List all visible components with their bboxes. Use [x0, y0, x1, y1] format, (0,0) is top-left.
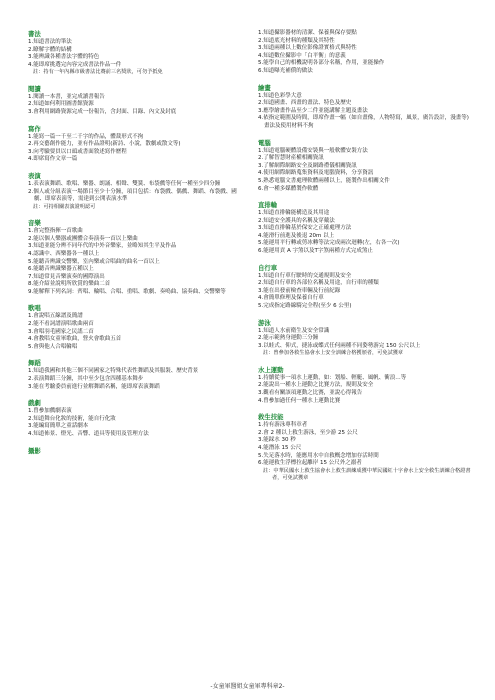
requirement-item: 5.熟悉電腦文書處理軟體兩種以上，能製作出相關文件 — [258, 177, 390, 184]
requirement-item: 6.能運用貢 A 字煞以及T字煞兩種方式完成煞止 — [258, 248, 373, 255]
requirement-item: 1.知道攝影器材的清潔、保養與保存要點 — [258, 30, 357, 36]
requirement-item: 4.知道數位攝影中「白平衡」的意義 — [258, 52, 346, 59]
requirement-item: 9.能解釋下列名詞：齊唱、輪唱、合唱、重唱、歌劇、奏鳴曲、協奏曲、交響樂等 — [28, 288, 226, 295]
requirement-item: 6.知道曝光補償的做法 — [258, 67, 313, 74]
requirement-item: 3.觀看有關該項運動之比賽，並說心得報告 — [258, 390, 363, 396]
section-title: 音樂 — [28, 219, 41, 228]
requirement-item: 6.能運救生浮標拉起離岸 15 公尺外之溺者 — [258, 460, 362, 467]
requirement-item: 3.會利用網路資源完成一份報告，含封面、目錄、內文及封底 — [28, 108, 177, 115]
requirement-item: 2.知道底光材料的種類及其特性 — [258, 37, 335, 44]
requirement-item: 2.會 2 種以上救生游泳，至少游 25 公尺 — [258, 429, 358, 436]
section-title: 直排輪 — [258, 201, 278, 210]
requirement-item: 4.能潛泳 15 公尺 — [258, 444, 302, 451]
badge-section — [28, 125, 243, 164]
section-title: 繪畫 — [258, 83, 271, 92]
badge-section — [28, 399, 243, 438]
requirement-item: 5.會與他人合唱輪唱 — [28, 343, 78, 350]
requirement-item: 5.能學自己的相機說明各部分名稱，作用，並能操作 — [258, 60, 385, 67]
badge-section — [258, 84, 473, 131]
requirement-item: 3.能編寫簡單之童話劇本 — [28, 423, 89, 430]
requirement-item: 4.使用網際網路蒐集資料及電腦資料，分享資訊 — [258, 170, 374, 177]
requirement-item: 1.知道書法的筆法 — [28, 39, 72, 45]
requirement-item: 2.瞭解字體的結構 — [28, 46, 72, 53]
requirement-item: 3.能在考驗委員前進行並解舞蹈名稱，能即席表演舞蹈 — [28, 383, 160, 390]
section-title: 救生技能 — [258, 413, 284, 422]
requirement-item: 1.能寫一篇一千至二千字的作品，體裁形式不拘 — [28, 133, 144, 140]
section-title: 戲劇 — [28, 399, 41, 408]
section-title: 閱讀 — [28, 84, 41, 93]
requirement-item: 4.能即席挑選完內容完成書法作品一件 — [28, 61, 122, 68]
badge-section — [28, 85, 243, 117]
requirement-item: 1.閱讀一本書，並完成讀書報告 — [28, 93, 105, 100]
requirement-item: 3.向考驗要員以口頭或書面敘述寫作歷程 — [28, 148, 127, 155]
requirement-item: 4.即席寫作文章一篇 — [28, 156, 78, 163]
requirement-item: 3.知道直排輪基於保安之正確處理方法 — [258, 225, 352, 232]
requirement-item: 3.知道並能分辨不同年代的中外音樂家，並略知其生平及作品 — [28, 243, 177, 250]
section-title: 表演 — [28, 171, 41, 180]
requirement-item: 2.能以個人樂器或團體合奏演奏一首以上樂曲 — [28, 235, 138, 242]
section-note: 註：持有一年內縣市級書法比賽前三名獎狀，可勿予抵免 — [33, 69, 163, 76]
requirement-item: 1.曾參加戲劇表演 — [28, 408, 72, 415]
section-title: 書法 — [28, 30, 41, 38]
requirement-item: 3.會唱羽毛國家之民謠二首 — [28, 328, 94, 335]
section-title: 水上運動 — [258, 365, 284, 374]
badge-section — [258, 366, 473, 405]
section-title: 電腦 — [258, 138, 271, 147]
requirement-item: 5.完成指定路線騎完全程(至少 6 公里) — [258, 303, 352, 310]
requirement-item: 1.知道我國和其他三個不同國家之特殊代表性舞蹈及其服裝、歷史背景 — [28, 368, 199, 375]
badge-section — [258, 139, 473, 194]
badge-section — [28, 219, 243, 296]
section-note: 註：中華民國水上救生協會水上救生訓練成獲中華民國紅十字會水上安全救生訓練合格證書者，可免試獲章 — [263, 467, 471, 482]
badge-section — [258, 30, 473, 76]
section-title: 自行車 — [258, 263, 278, 272]
requirement-item: 5.能運用平行轉或剪冰轉等法完成兩次迴轉(左，右各一次) — [258, 240, 400, 247]
requirement-item: 1.知道直排輪能構造及其用途 — [258, 210, 330, 217]
section-title: 攝影 — [28, 446, 41, 455]
requirement-item: 4.認識中、西樂器各一種以上 — [28, 250, 100, 257]
requirement-item: 1.會說唱五線譜及簡譜 — [28, 313, 83, 320]
badge-section — [28, 304, 243, 351]
requirement-item: 2.表演舞蹈三分鐘，其中至少包含四種基本舞步 — [28, 376, 144, 383]
requirement-item: 1.持有游泳專科章者 — [258, 422, 308, 429]
requirement-item: 5.能聽音辨識交響樂，室內樂或合唱曲的曲名一首以上 — [28, 258, 160, 265]
requirement-item: 2.知道國畫、西畫的畫法、特色及歷史 — [258, 100, 352, 107]
badge-section — [258, 413, 473, 482]
requirement-item: 8.能介紹並說明所欣賞的樂曲二首 — [28, 281, 111, 288]
requirement-item: 1.表表演舞蹈、歌唱、樂器、朗誦、相聲、雙簧、布袋戲等任何一種至少四分鐘 — [28, 180, 221, 187]
requirement-item: 4.知道佈景、燈光、音響、道具等使用及管理方法 — [28, 431, 149, 437]
requirement-item: 6.會一種多媒體製作軟體 — [258, 185, 319, 192]
requirement-item: 4.曾參加過任何一種水上運動比賽 — [258, 397, 341, 404]
section-title: 寫作 — [28, 124, 41, 133]
requirement-item: 2.知道安全護具的名稱及穿戴法 — [258, 217, 335, 224]
badge-section — [28, 359, 243, 391]
requirement-item: 1.知道自行車行駛時的交通規則及安全 — [258, 272, 352, 279]
right-column — [258, 30, 473, 491]
requirement-item: 2.能不看詞譜演唱歌曲兩首 — [28, 321, 94, 328]
requirement-item: 1.知道色彩學大意 — [258, 92, 302, 99]
requirement-item: 3.以蛙式、仰式，捷泳或蝶式任何兩種不同姿勢游完 150 公尺以上 — [258, 342, 421, 349]
requirement-item: 4.會簡單修理及保養自行車 — [258, 295, 324, 302]
badge-section — [258, 264, 473, 311]
badge-section — [28, 30, 243, 77]
requirement-item: 2.能示範熱身運動三分鐘 — [258, 335, 319, 342]
badge-section — [28, 447, 243, 456]
requirement-item: 2.再交藝創作能力，並有作品證明(新詩、小說，散劇或散文等) — [28, 141, 181, 148]
badge-section — [258, 201, 473, 256]
requirement-item: 1.會完整指揮一首歌曲 — [28, 228, 83, 235]
requirement-item: 2.知道舞台化妝的技術，能自行化妝 — [28, 415, 116, 422]
badge-section — [28, 172, 243, 211]
requirement-item: 2.知道自行車的各部位名稱及用途，自行車的種類 — [258, 280, 379, 287]
requirement-item: 7.知道常見音樂演奏的國際演出 — [28, 273, 105, 280]
requirement-item: 3.能辨識各種書法字體的特色 — [28, 54, 100, 61]
section-title: 舞蹈 — [28, 359, 41, 368]
requirement-item: 1.持續從事一項水上運動，如：划船、輕艇、風帆、衝浪…等 — [258, 374, 407, 381]
requirement-item: 3.能在出發前檢查車輛及行前紀錄 — [258, 287, 341, 294]
section-title: 歌唱 — [28, 304, 41, 313]
requirement-item: 4.能滑行前進及後退 20m 以上 — [258, 232, 335, 239]
requirement-item: 1.知道人水前衛生及安全常識 — [258, 327, 330, 334]
section-note: 註：曾參加各救生協會水上安全訓練合格獲頒者，可免試獲章 — [263, 350, 404, 357]
requirement-item: 3.應學繪畫作品至少二件並能講解主題及畫法 — [258, 107, 368, 114]
badge-section — [258, 319, 473, 358]
requirement-item: 3.知道兩種以上數位影像證實格式與特性 — [258, 45, 357, 52]
requirement-item: 2.了解智慧財產權相關資訊 — [258, 155, 324, 162]
left-column — [28, 30, 243, 464]
requirement-item: 6.能聽音辨識樂器五種以上 — [28, 266, 94, 273]
requirement-item: 3.能踩水 30 秒 — [258, 437, 296, 444]
page-footer: -女童軍醫姐女童軍專科章2- — [210, 683, 285, 690]
requirement-item: 5.失足落水時，能應用水中自救概念增加存活時間 — [258, 452, 379, 459]
requirement-item: 1.知道電腦硬體設備安裝與一般軟體安裝方法 — [258, 147, 368, 154]
requirement-item: 2.知道如何利用圖書館資源 — [28, 101, 94, 108]
requirement-item: 4.會教唱女童軍歌曲，營火會歌曲五首 — [28, 336, 122, 343]
requirement-item: 4.依指定範圍及時間，即席作畫一幅（如自畫像，人物特寫，風景，廣告設計，漫畫等)畫法及使用材料不拘 — [258, 115, 469, 129]
requirement-item: 2.個人或分組表演一場節目至少十分鐘，項目包括：布袋戲、偶戲、舞蹈、布袋戲、國劇、即席表演等，需達到公開表演水準 — [28, 188, 237, 203]
section-title: 游泳 — [258, 318, 271, 327]
requirement-item: 2.能說出一種水上運動之比賽方法，規則及安全 — [258, 382, 374, 389]
section-note: 註：可持相關表演證明認可 — [33, 203, 96, 210]
requirement-item: 3.了解網際網路安全及網路禮儀相關資訊 — [258, 162, 357, 169]
